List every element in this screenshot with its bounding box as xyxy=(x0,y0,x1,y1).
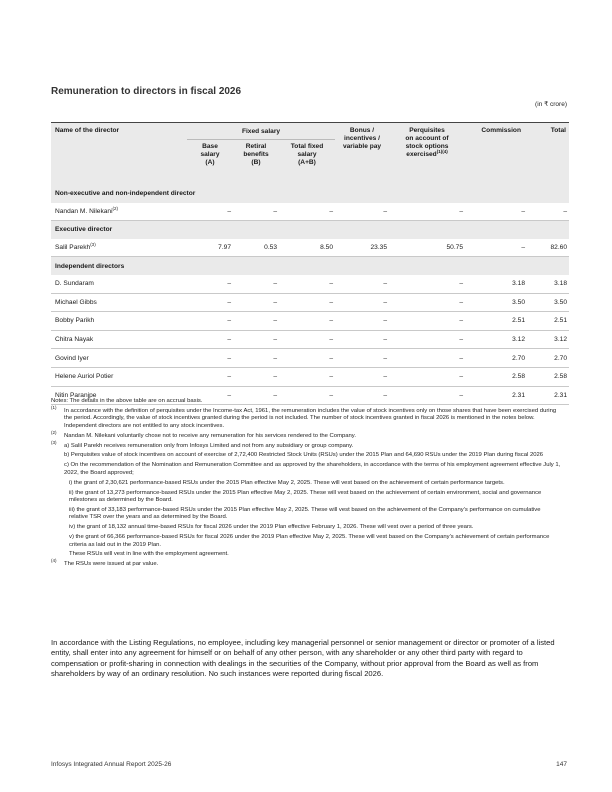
header-bonus: Bonus / incentives / variable pay xyxy=(335,123,389,186)
footer-report-title: Infosys Integrated Annual Report 2025-26 xyxy=(51,761,172,768)
footnote-1: (1) In accordance with the definition of perquisites under the Income-tax Act, 1961, the remuneration includes the value of stock incentives only on those shares that have been exercised during the period. Accordingly, the value of stock incentives granted during the period is not included. The number of stock incentives granted in fiscal 2026 is mentioned in the notes below. Independent directors are not entitled to any stock incentives. xyxy=(51,404,557,429)
footnote-3c-end: These RSUs will vest in line with the employment agreement. xyxy=(69,551,229,558)
header-total-fixed: Total fixed salary (A+B) xyxy=(279,140,335,186)
header-perquisites: Perquisites on account of stock options exercised$^{(1)(4)}$ xyxy=(389,123,465,186)
group-row-non-exec: Non-executive and non-independent director xyxy=(51,185,569,203)
table-row: D. Sundaram – – – – – 3.18 3.18 xyxy=(51,275,569,293)
table-row: Nitin Paranjpe – – – – – 2.31 2.31 xyxy=(51,386,569,405)
header-name: Name of the director xyxy=(51,123,187,186)
footnote-3c-ii: ii) the grant of 13,273 performance-based RSUs under the 2015 Plan effective May 2, 2025. These will vest based on the achievement of certain environment, social and governance milestones as determined by the Board. xyxy=(69,489,542,503)
table-row: Michael Gibbs – – – – – 3.50 3.50 xyxy=(51,293,569,312)
footnote-3c: c) On the recommendation of the Nomination and Remuneration Committee and as approved by the shareholders, in accordance with the terms of his employment agreement effective July 1, 2022, the Board approved; xyxy=(64,462,561,476)
section-title: Remuneration to directors in fiscal 2026 xyxy=(51,86,242,97)
footnote-3c-iii: iii) the grant of 33,183 performance-based RSUs under the 2015 Plan effective May 2, 2025. These will vest based on the achievement of the Company’s performance on cumulative relative TSR over the years and as determined by the Board. xyxy=(69,506,541,521)
footnote-2: (2) Nandan M. Nilekani voluntarily chose not to receive any remuneration for his services rendered to the Company. xyxy=(51,429,356,439)
header-row-1 xyxy=(51,123,569,140)
table-row: Nandan M. Nilekani$^{(2)}$ – – – – – – – xyxy=(51,203,569,221)
header-retiral: Retiral benefits (B) xyxy=(233,140,279,186)
footnote-3c-i: i) the grant of 2,30,621 performance-based RSUs under the 2015 Plan effective May 2, 2025. These will vest based on the achievement of certain performance targets. xyxy=(69,479,505,486)
table-row: Salil Parekh$^{(3)}$ 7.97 0.53 8.50 23.35 50.75 – 82.60 xyxy=(51,239,569,257)
unit-note: (in ₹ crore) xyxy=(535,101,567,108)
table-row: Bobby Parikh – – – – – 2.51 2.51 xyxy=(51,312,569,331)
footnote-3b: b) Perquisites value of stock incentives on account of exercise of 2,72,400 Restricted Stock Units (RSUs) under the 2015 Plan and 64,690 RSUs under the 2019 Plan during fiscal 2026 xyxy=(64,452,544,459)
header-base-salary: Base salary (A) xyxy=(187,140,233,186)
header-commission: Commission xyxy=(465,123,527,186)
table-row: Helene Auriol Potier – – – – – 2.58 2.58 xyxy=(51,367,569,386)
header-total: Total xyxy=(527,123,569,186)
table-notes xyxy=(51,398,561,571)
footer-page-number: 147 xyxy=(556,761,567,768)
footnote-3a: (3) a) Salil Parekh receives remuneration only from Infosys Limited and not from any subsidiary or group company. xyxy=(51,439,354,449)
remuneration-table xyxy=(51,122,569,405)
listing-regulations-paragraph: In accordance with the Listing Regulations, no employee, including key managerial personnel or senior management or director or promoter of a listed entity, shall enter into any agreement for himself or on behalf of any other person, with any shareholder or any other third party with regard to compensation or profit-sharing in connection with dealings in the securities of the Company, without prior approval from the Board as well as from shareholders by way of an ordinary resolution. No such instances were reported during fiscal 2026. xyxy=(51,638,555,679)
table-row: Chitra Nayak – – – – – 3.12 3.12 xyxy=(51,330,569,349)
header-fixed-salary: Fixed salary xyxy=(187,123,335,140)
footnote-4: (4) The RSUs were issued at par value. xyxy=(51,558,159,568)
group-row-independent: Independent directors xyxy=(51,257,569,275)
table-row: Govind Iyer – – – – – 2.70 2.70 xyxy=(51,349,569,368)
notes-intro: Notes: The details in the above table are on accrual basis. xyxy=(51,398,203,404)
group-row-exec: Executive director xyxy=(51,221,569,239)
footnote-3c-v: v) the grant of 66,366 performance-based RSUs for fiscal 2026 under the 2019 Plan effective May 2, 2025. These will vest based on the Company’s achievement of certain performance criteria as laid out in the 2019 Plan. xyxy=(69,534,550,548)
footnote-3c-iv: iv) the grant of 18,132 annual time-based RSUs for fiscal 2026 under the 2019 Plan effective February 1, 2026. These will vest over a period of three years. xyxy=(69,524,474,531)
